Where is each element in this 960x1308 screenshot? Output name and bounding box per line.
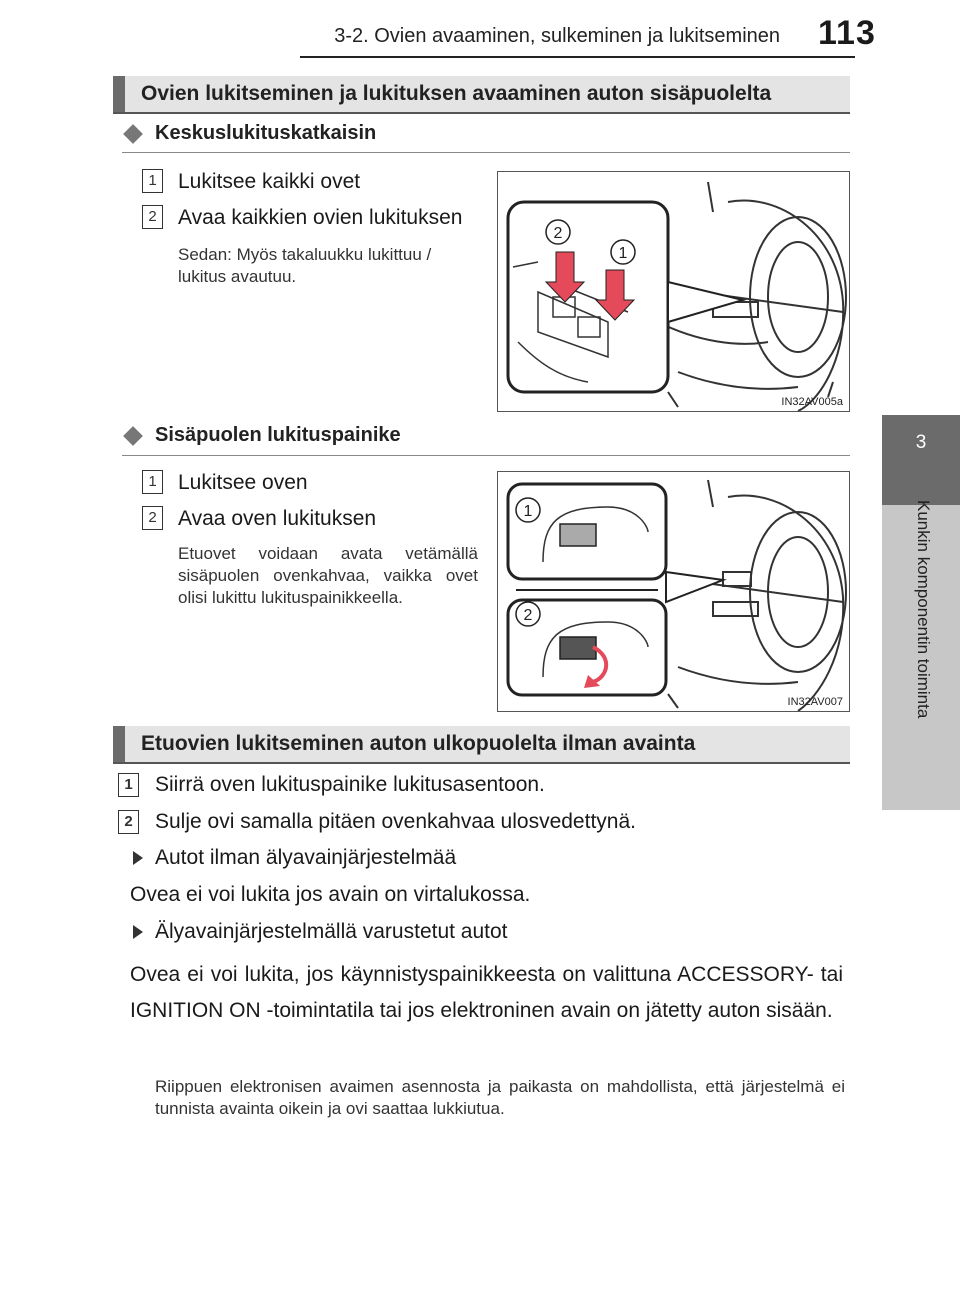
- bullet-title: Älyavainjärjestelmällä varustetut autot: [155, 920, 508, 943]
- bullet-title: Autot ilman älyavainjärjestelmää: [155, 846, 457, 869]
- triangle-bullet-icon: [133, 851, 143, 865]
- figure-callout: 1: [618, 245, 628, 262]
- triangle-bullet-icon: [133, 925, 143, 939]
- section-title: Etuovien lukitseminen auton ulkopuolelta ilman avainta: [141, 732, 696, 755]
- diamond-bullet-icon: [123, 124, 143, 144]
- figure-callout: 1: [523, 503, 533, 520]
- chapter-header-title: 3-2. Ovien avaaminen, sulkeminen ja lukitseminen: [334, 25, 780, 47]
- figure-code: IN32AV005a: [781, 396, 843, 408]
- section-header-bar: [113, 76, 125, 112]
- subsection-title: Keskuslukituskatkaisin: [155, 122, 377, 144]
- subsection-rule: [122, 455, 850, 456]
- bullet-text: Ovea ei voi lukita, jos käynnistyspainikkeesta on valittuna ACCESSORY- tai IGNITION ON -toimintatila tai jos elektroninen avain on jätetty auton sisään.: [130, 963, 843, 1022]
- section-header-bar: [113, 726, 125, 762]
- header-rule: [300, 56, 855, 58]
- chapter-tab-number: 3: [915, 432, 927, 453]
- item-text: Lukitsee kaikki ovet: [178, 170, 361, 193]
- figure-callout: 2: [523, 607, 533, 624]
- step-text: Siirrä oven lukituspainike lukitusasentoon.: [155, 773, 545, 796]
- figure-illustration: [498, 472, 849, 711]
- item-number: 2: [142, 506, 163, 530]
- section-header-interior-locking: [113, 76, 850, 114]
- footnote: Riippuen elektronisen avaimen asennosta ja paikasta on mahdollista, että järjestelmä ei tunnista avainta oikein ja ovi saattaa lukkiutua.: [155, 1077, 845, 1118]
- step-number: 2: [118, 810, 139, 834]
- subsection-title: Sisäpuolen lukituspainike: [155, 424, 401, 446]
- subsection-rule: [122, 152, 850, 153]
- figure-central-lock-switch: [497, 171, 850, 412]
- section-title: Ovien lukitseminen ja lukituksen avaaminen auton sisäpuolelta: [141, 82, 772, 105]
- chapter-tab-label: Kunkin komponentin toiminta: [914, 500, 933, 719]
- chapter-tab: [882, 415, 960, 505]
- item-text: Avaa oven lukituksen: [178, 507, 377, 530]
- figure-callout: 2: [553, 225, 563, 242]
- bullet-text: Ovea ei voi lukita jos avain on virtalukossa.: [130, 883, 531, 906]
- section-header-exterior-locking: [113, 726, 850, 764]
- item-note: Etuovet voidaan avata vetämällä sisäpuolen ovenkahvaa, vaikka ovet olisi lukittu lukituspainikkeella.: [178, 544, 478, 607]
- figure-inside-lock-button: [497, 471, 850, 712]
- page-number: 113: [818, 14, 876, 52]
- item-number: 1: [142, 169, 163, 193]
- step-text: Sulje ovi samalla pitäen ovenkahvaa ulosvedettynä.: [155, 810, 636, 833]
- diamond-bullet-icon: [123, 426, 143, 446]
- item-note: Sedan: Myös takaluukku lukittuu / lukitus avautuu.: [178, 245, 432, 286]
- item-number: 1: [142, 470, 163, 494]
- figure-illustration: [498, 172, 849, 411]
- item-text: Lukitsee oven: [178, 471, 308, 494]
- item-number: 2: [142, 205, 163, 229]
- figure-code: IN32AV007: [787, 696, 843, 708]
- item-text: Avaa kaikkien ovien lukituksen: [178, 206, 463, 229]
- step-number: 1: [118, 773, 139, 797]
